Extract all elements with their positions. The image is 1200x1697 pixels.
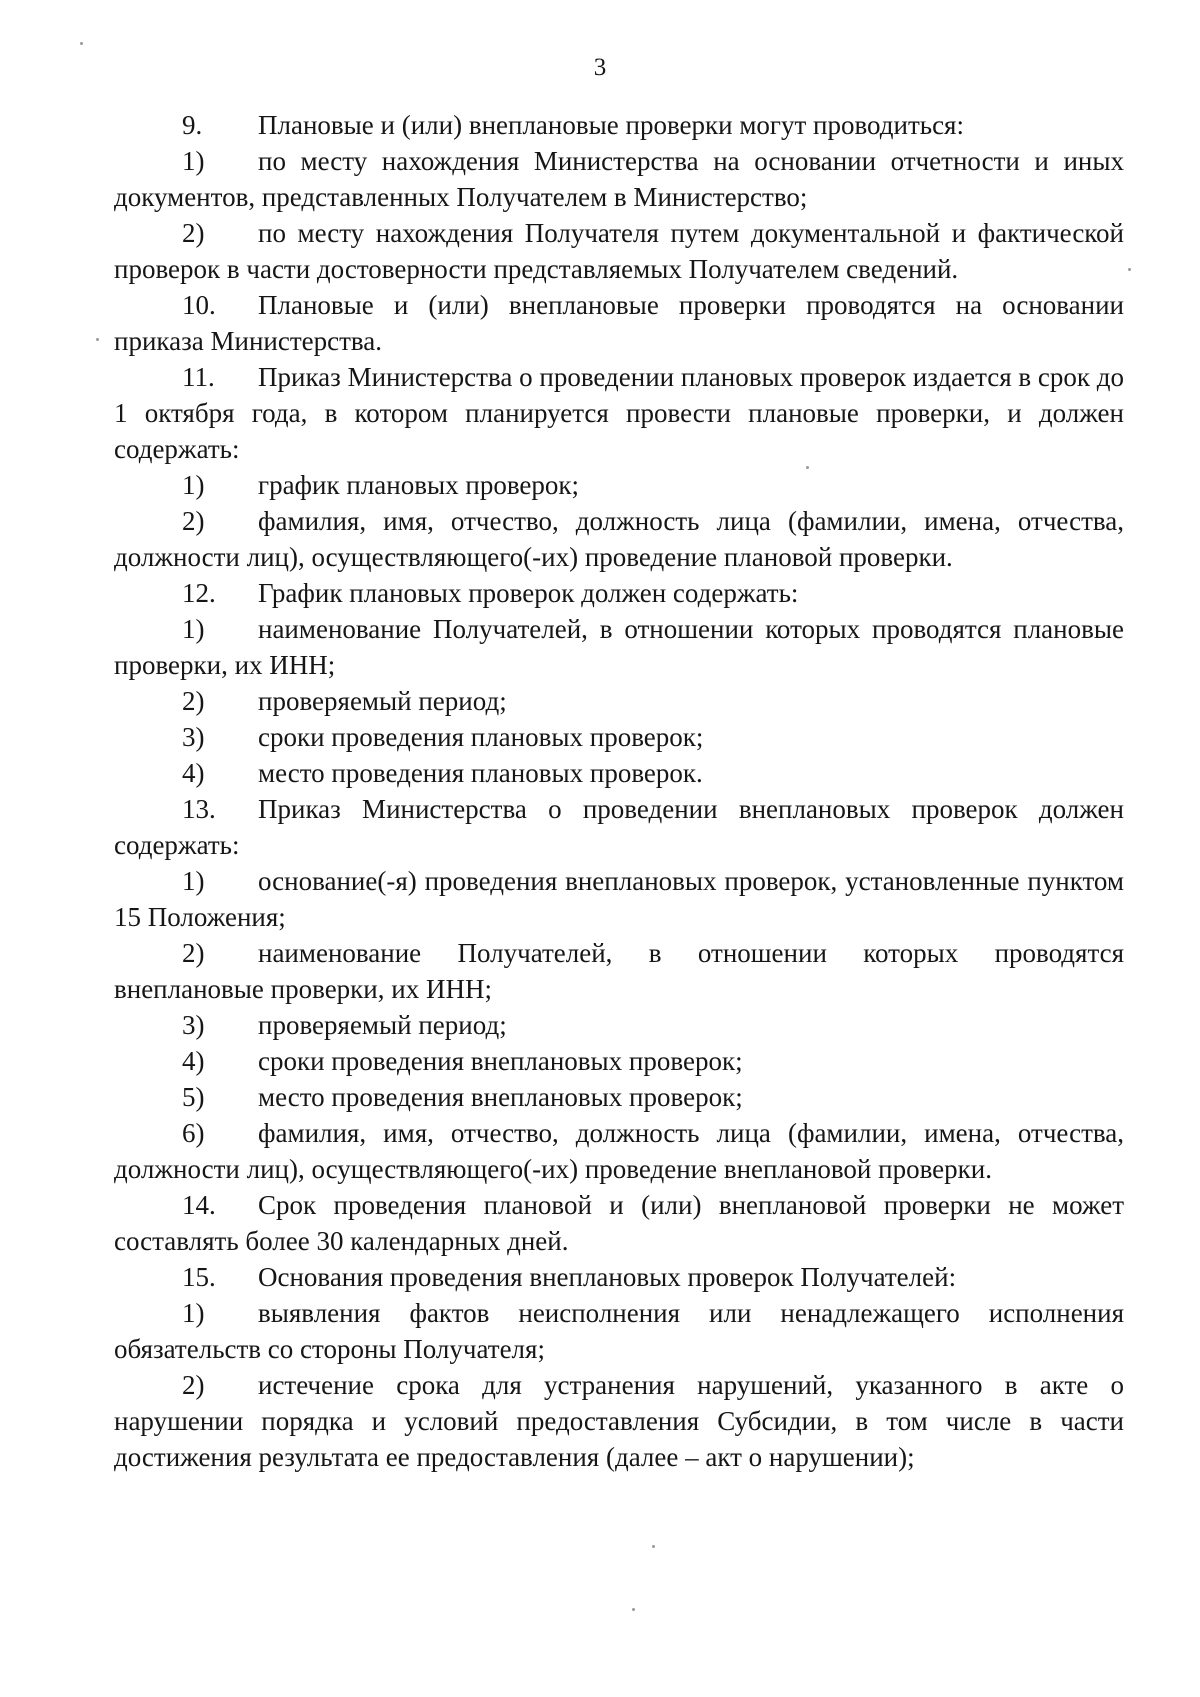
item-number: 2) (182, 218, 205, 248)
item-text: сроки проведения внеплановых проверок; (258, 1046, 743, 1076)
item-number: 1) (182, 614, 205, 644)
list-item (114, 863, 1124, 935)
list-item (114, 575, 1124, 611)
item-text: График плановых проверок должен содержать: (258, 578, 799, 608)
list-item (114, 1007, 1124, 1043)
list-item (114, 215, 1124, 287)
item-number: 11. (182, 362, 215, 392)
list-item (114, 1079, 1124, 1115)
item-text: Плановые и (или) внеплановые проверки проводятся на основании приказа Министерства. (114, 290, 1124, 356)
list-item (114, 1259, 1124, 1295)
item-number: 4) (182, 758, 205, 788)
list-item (114, 1115, 1124, 1187)
list-item (114, 935, 1124, 1007)
item-text: основание(-я) проведения внеплановых проверок, установленные пунктом 15 Положения; (114, 866, 1124, 932)
item-text: выявления фактов неисполнения или ненадлежащего исполнения обязательств со стороны Получателя; (114, 1298, 1124, 1364)
item-number: 13. (182, 794, 216, 824)
list-item (114, 1367, 1124, 1475)
scan-speck (1128, 268, 1131, 271)
item-text: проверяемый период; (258, 686, 507, 716)
item-number: 1) (182, 866, 205, 896)
scan-speck (80, 42, 83, 45)
item-text: Приказ Министерства о проведении внеплановых проверок должен содержать: (114, 794, 1124, 860)
list-item (114, 503, 1124, 575)
item-text: фамилия, имя, отчество, должность лица (фамилии, имена, отчества, должности лиц), осуществляющего(-их) проведение внеплановой проверки. (114, 1118, 1124, 1184)
item-number: 10. (182, 290, 216, 320)
item-text: место проведения плановых проверок. (258, 758, 703, 788)
item-number: 15. (182, 1262, 216, 1292)
item-number: 6) (182, 1118, 205, 1148)
item-number: 1) (182, 146, 205, 176)
item-text: Приказ Министерства о проведении плановых проверок издается в срок до 1 октября года, в котором планируется провести плановые проверки, и должен содержать: (114, 362, 1124, 464)
list-item (114, 467, 1124, 503)
document-body (114, 107, 1124, 1475)
list-item (114, 791, 1124, 863)
list-item (114, 755, 1124, 791)
item-number: 4) (182, 1046, 205, 1076)
item-text: проверяемый период; (258, 1010, 507, 1040)
item-number: 2) (182, 506, 205, 536)
item-number: 3) (182, 722, 205, 752)
list-item (114, 1295, 1124, 1367)
item-number: 2) (182, 686, 205, 716)
item-text: график плановых проверок; (258, 470, 580, 500)
item-text: наименование Получателей, в отношении которых проводятся плановые проверки, их ИНН; (114, 614, 1124, 680)
item-number: 14. (182, 1190, 216, 1220)
item-text: фамилия, имя, отчество, должность лица (фамилии, имена, отчества, должности лиц), осуществляющего(-их) проведение плановой проверки. (114, 506, 1124, 572)
scan-speck (652, 1545, 655, 1548)
page-number: 3 (593, 54, 607, 81)
item-text: истечение срока для устранения нарушений, указанного в акте о нарушении порядка и условий предоставления Субсидии, в том числе в части достижения результата ее предоставления (далее – акт о нарушении); (114, 1370, 1124, 1472)
item-number: 3) (182, 1010, 205, 1040)
item-number: 9. (182, 110, 203, 140)
item-number: 12. (182, 578, 216, 608)
item-number: 2) (182, 938, 205, 968)
list-item (114, 1187, 1124, 1259)
list-item (114, 107, 1124, 143)
scan-speck (806, 466, 809, 469)
scan-speck (96, 338, 99, 341)
item-text: Основания проведения внеплановых проверок Получателей: (258, 1262, 957, 1292)
list-item (114, 359, 1124, 467)
item-text: место проведения внеплановых проверок; (258, 1082, 743, 1112)
item-text: по месту нахождения Министерства на основании отчетности и иных документов, представленных Получателем в Министерство; (114, 146, 1124, 212)
item-number: 2) (182, 1370, 205, 1400)
item-number: 1) (182, 470, 205, 500)
list-item (114, 611, 1124, 683)
list-item (114, 1043, 1124, 1079)
list-item (114, 143, 1124, 215)
item-number: 5) (182, 1082, 205, 1112)
list-item (114, 287, 1124, 359)
item-number: 1) (182, 1298, 205, 1328)
item-text: сроки проведения плановых проверок; (258, 722, 704, 752)
item-text: наименование Получателей, в отношении которых проводятся внеплановые проверки, их ИНН; (114, 938, 1124, 1004)
item-text: Плановые и (или) внеплановые проверки могут проводиться: (258, 110, 964, 140)
list-item (114, 683, 1124, 719)
scan-speck (632, 1608, 635, 1611)
item-text: по месту нахождения Получателя путем документальной и фактической проверок в части достоверности представляемых Получателем сведений. (114, 218, 1124, 284)
item-text: Срок проведения плановой и (или) внеплановой проверки не может составлять более 30 календарных дней. (114, 1190, 1124, 1256)
list-item (114, 719, 1124, 755)
